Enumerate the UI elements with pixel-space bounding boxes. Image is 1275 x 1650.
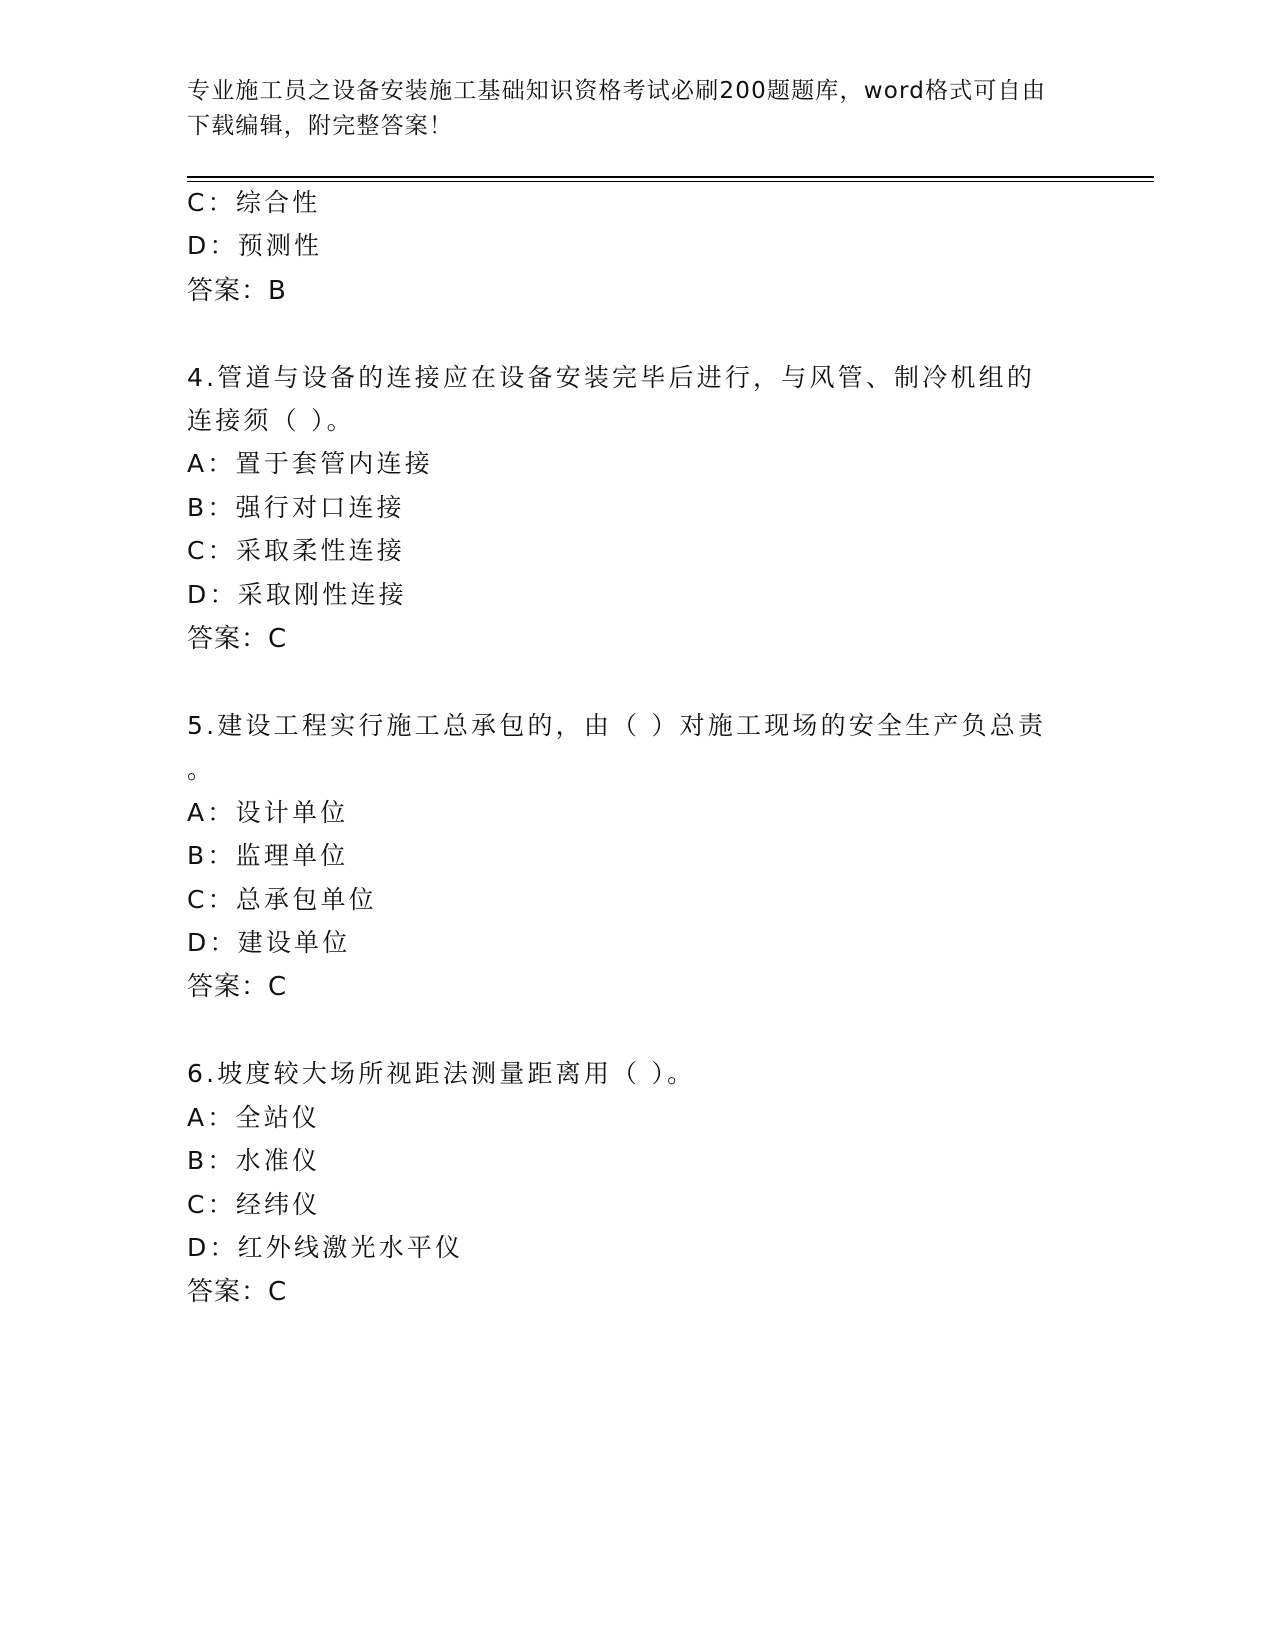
q5-stem-line-2: 。 (187, 755, 216, 784)
q4-stem-line-1: 4.管道与设备的连接应在设备安装完毕后进行，与风管、制冷机组的 (187, 363, 1036, 392)
q5-option-b: B：监理单位 (187, 841, 349, 870)
q4-option-d: D：采取刚性连接 (187, 580, 407, 609)
q6-option-c: C：经纬仪 (187, 1190, 321, 1219)
q4-option-b: B：强行对口连接 (187, 493, 405, 522)
q4-answer: 答案：C (187, 624, 288, 654)
header-rule-thin (187, 181, 1154, 182)
header-line-2: 下载编辑，附完整答案！ (187, 113, 454, 139)
q3-option-c: C：综合性 (187, 188, 321, 217)
q6-stem: 6.坡度较大场所视距法测量距离用（ ）。 (187, 1059, 696, 1088)
q3-answer: 答案：B (187, 276, 287, 306)
q4-option-c: C：采取柔性连接 (187, 536, 406, 565)
q5-answer: 答案：C (187, 972, 288, 1002)
q6-answer: 答案：C (187, 1277, 288, 1307)
q6-option-a: A：全站仪 (187, 1103, 321, 1132)
q5-option-a: A：设计单位 (187, 798, 349, 827)
document-header (187, 74, 1067, 144)
q4-option-a: A：置于套管内连接 (187, 449, 433, 478)
q5-option-c: C：总承包单位 (187, 885, 377, 914)
q4-stem-line-2: 连接须（ ）。 (187, 406, 355, 435)
header-rule-thick (187, 176, 1154, 178)
q5-stem-line-1: 5.建设工程实行施工总承包的，由（ ）对施工现场的安全生产负总责 (187, 711, 1047, 740)
q6-option-b: B：水准仪 (187, 1146, 321, 1175)
header-line-1: 专业施工员之设备安装施工基础知识资格考试必刷200题题库，word格式可自由 (187, 78, 1047, 104)
q5-option-d: D：建设单位 (187, 928, 351, 957)
q6-option-d: D：红外线激光水平仪 (187, 1233, 464, 1262)
q3-option-d: D：预测性 (187, 231, 323, 260)
